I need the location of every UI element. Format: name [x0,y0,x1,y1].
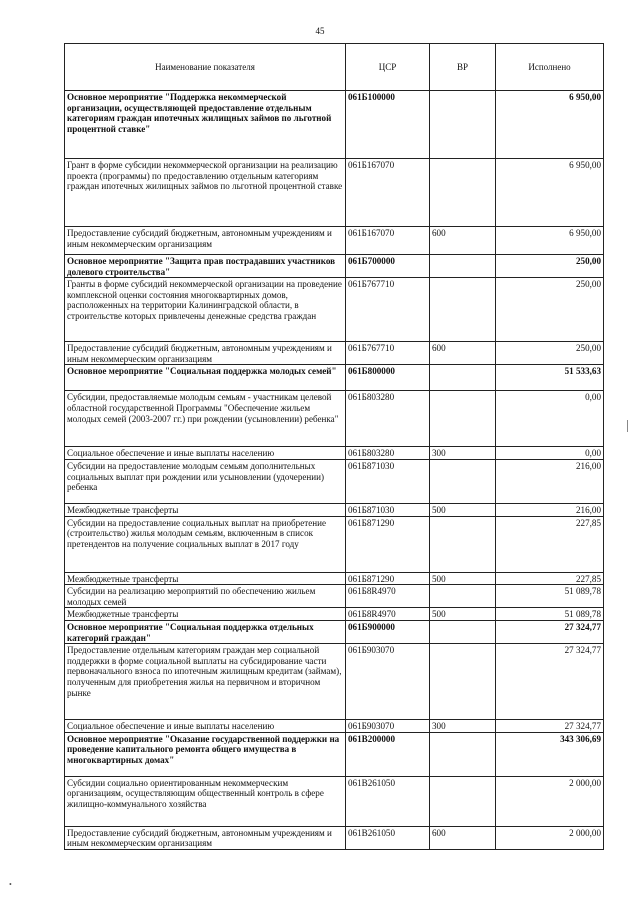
row-csr: 061Б903070 [346,644,430,720]
row-value: 250,00 [496,255,604,278]
row-vr [430,91,496,159]
row-value: 51 089,78 [496,608,604,621]
table-row [65,608,604,621]
row-value: 227,85 [496,572,604,585]
row-value: 0,00 [496,447,604,460]
budget-execution-table [64,43,604,850]
header-vr: ВР [430,44,496,91]
row-name: Предоставление отдельным категориям граждан мер социальной поддержки в форме социальной выплаты на субсидирование части первоначального взноса по ипотечным жилищным кредитам (займам), полученным для приобретения жилья на первичном и вторичном рынке [65,644,346,720]
row-name: Основное мероприятие "Социальная поддержка отдельных категорий граждан" [65,620,346,643]
row-vr [430,159,496,227]
header-value: Исполнено [496,44,604,91]
table-row [65,572,604,585]
row-csr: 061В261050 [346,776,430,826]
page-number: 45 [315,26,325,36]
row-name: Субсидии на предоставление социальных выплат на приобретение (строительство) жилья молодым семьям, включенным в список претендентов на получение социальных выплат в 2017 году [65,516,346,572]
table-row [65,503,604,516]
table-row [65,644,604,720]
row-name: Основное мероприятие "Социальная поддержка молодых семей" [65,365,346,391]
header-name: Наименование показателя [65,44,346,91]
row-vr: 600 [430,227,496,255]
row-value: 2 000,00 [496,826,604,849]
row-value: 216,00 [496,459,604,503]
table-row [65,91,604,159]
table-row [65,732,604,776]
row-value: 2 000,00 [496,776,604,826]
table-row [65,459,604,503]
row-value: 227,85 [496,516,604,572]
row-value: 27 324,77 [496,620,604,643]
row-name: Основное мероприятие "Оказание государственной поддержки на проведение капитального ремонта общего имущества в многоквартирных домах" [65,732,346,776]
row-name: Основное мероприятие "Защита прав пострадавших участников долевого строительства" [65,255,346,278]
row-name: Межбюджетные трансферты [65,572,346,585]
row-csr: 061В200000 [346,732,430,776]
row-value: 6 950,00 [496,91,604,159]
row-value: 6 950,00 [496,227,604,255]
row-vr [430,255,496,278]
table-row [65,585,604,608]
row-csr: 061Б803280 [346,447,430,460]
table-row [65,391,604,447]
row-value: 27 324,77 [496,720,604,733]
table-row [65,720,604,733]
table-row [65,342,604,365]
row-value: 6 950,00 [496,159,604,227]
row-csr: 061Б803280 [346,391,430,447]
row-name: Социальное обеспечение и иные выплаты населению [65,447,346,460]
table-row [65,776,604,826]
table-row [65,159,604,227]
table-row [65,620,604,643]
row-value: 250,00 [496,342,604,365]
row-name: Субсидии на реализацию мероприятий по обеспечению жильем молодых семей [65,585,346,608]
row-csr: 061Б167070 [346,159,430,227]
row-name: Субсидии, предоставляемые молодым семьям - участникам целевой областной государственной Программы "Обеспечение жильем молодых семей (2003-2007 гг.) при рождении (усыновлении) ребенка" [65,391,346,447]
row-value: 343 306,69 [496,732,604,776]
table-row [65,255,604,278]
row-vr [430,585,496,608]
row-vr [430,620,496,643]
row-value: 27 324,77 [496,644,604,720]
row-name: Субсидии социально ориентированным некоммерческим организациям, осуществляющим общественный контроль в сфере жилищно-коммунального хозяйства [65,776,346,826]
row-csr: 061Б8R4970 [346,585,430,608]
row-name: Предоставление субсидий бюджетным, автономным учреждениям и иным некоммерческим организациям [65,342,346,365]
row-name: Межбюджетные трансферты [65,503,346,516]
row-vr [430,776,496,826]
row-csr: 061Б871290 [346,516,430,572]
row-csr: 061Б100000 [346,91,430,159]
row-csr: 061Б903070 [346,720,430,733]
row-value: 51 089,78 [496,585,604,608]
header-csr: ЦСР [346,44,430,91]
row-csr: 061Б767710 [346,342,430,365]
row-csr: 061Б871030 [346,503,430,516]
row-vr [430,644,496,720]
table-row [65,826,604,849]
row-vr [430,365,496,391]
row-vr: 600 [430,826,496,849]
row-csr: 061Б767710 [346,278,430,342]
row-csr: 061В261050 [346,826,430,849]
row-csr: 061Б800000 [346,365,430,391]
row-name: Социальное обеспечение и иные выплаты населению [65,720,346,733]
row-vr [430,516,496,572]
table-row [65,516,604,572]
row-vr: 500 [430,608,496,621]
row-name: Предоставление субсидий бюджетным, автономным учреждениям и иным некоммерческим организациям [65,826,346,849]
row-csr: 061Б900000 [346,620,430,643]
row-csr: 061Б700000 [346,255,430,278]
row-value: 51 533,63 [496,365,604,391]
row-name: Гранты в форме субсидий некоммерческой организации на проведение комплексной оценки состояния многоквартирных домов, расположенных на территории Калининградской области, в строительстве которых привлечены денежные средства граждан [65,278,346,342]
row-name: Основное мероприятие "Поддержка некоммерческой организации, осуществляющей предоставление отдельным категориям граждан ипотечных жилищных займов по льготной процентной ставке" [65,91,346,159]
row-name: Межбюджетные трансферты [65,608,346,621]
row-csr: 061Б167070 [346,227,430,255]
row-vr: 300 [430,720,496,733]
row-vr: 500 [430,503,496,516]
table-row [65,447,604,460]
row-vr: 600 [430,342,496,365]
margin-line [627,420,628,432]
table-row [65,365,604,391]
row-csr: 061Б871290 [346,572,430,585]
row-value: 250,00 [496,278,604,342]
row-vr [430,459,496,503]
row-csr: 061Б871030 [346,459,430,503]
row-value: 0,00 [496,391,604,447]
table-header-row [65,44,604,91]
row-name: Грант в форме субсидии некоммерческой организации на реализацию проекта (программы) по предоставлению отдельным категориям граждан ипотечных жилищных займов по льготной процентной ставке [65,159,346,227]
margin-mark: • [9,880,12,889]
table-row [65,278,604,342]
row-vr: 500 [430,572,496,585]
row-value: 216,00 [496,503,604,516]
row-vr [430,732,496,776]
row-vr [430,391,496,447]
row-vr: 300 [430,447,496,460]
row-vr [430,278,496,342]
row-csr: 061Б8R4970 [346,608,430,621]
table-row [65,227,604,255]
row-name: Субсидии на предоставление молодым семьям дополнительных социальных выплат при рождении или усыновлении (удочерении) ребенка [65,459,346,503]
row-name: Предоставление субсидий бюджетным, автономным учреждениям и иным некоммерческим организациям [65,227,346,255]
